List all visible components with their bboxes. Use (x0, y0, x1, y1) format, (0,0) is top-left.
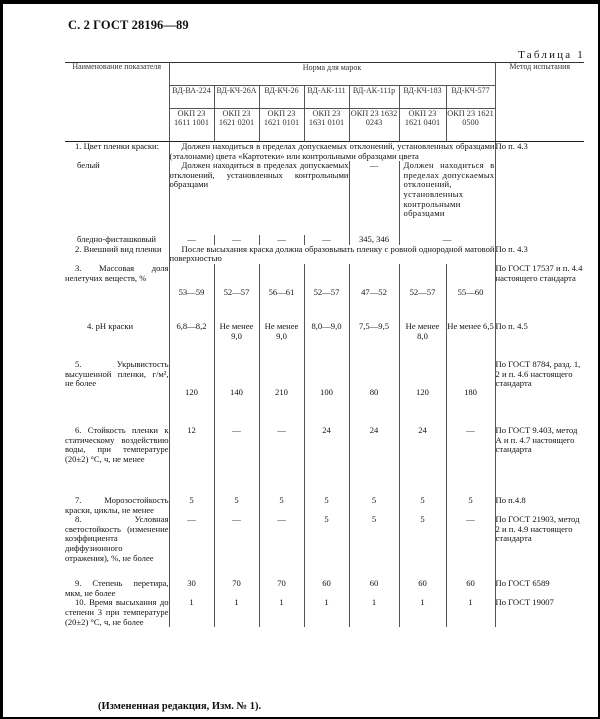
value-cell: 60 (304, 579, 349, 598)
value-cell: 5 (169, 496, 214, 515)
okp-code: ОКП 23 1621 0201 (214, 109, 259, 142)
row-label: 8. Условная светостойкость (изменение коэффициента диффузионного отражения), %, не более (65, 514, 169, 563)
header-norm: Норма для марок (169, 63, 495, 86)
value-cell: — (259, 515, 304, 579)
method-cell: По п. 4.5 (495, 322, 584, 360)
row-label: 10. Время высыхания до степени 3 при температуре (20±2) °С, ч, не более (65, 597, 169, 627)
value-cell: 55—60 (446, 264, 495, 322)
value-cell: 5 (304, 515, 349, 579)
row-label: 1. Цвет пленки краски: (75, 141, 160, 151)
value-cell: — (259, 235, 304, 245)
method-cell: По ГОСТ 9.403, метод А и п. 4.7 настоящего стандарта (495, 426, 584, 496)
document-page (3, 4, 598, 717)
merged-norm-text: Должен находиться в пределах допускаемых отклонений, установленных контрольными образцами (399, 161, 495, 235)
table-row (65, 142, 584, 162)
value-cell: 24 (304, 426, 349, 496)
brand-header: ВД-АК-111р (349, 86, 399, 109)
value-cell: 52—57 (214, 264, 259, 322)
brand-header: ВД-КЧ-26 (259, 86, 304, 109)
value-cell: 47—52 (349, 264, 399, 322)
table-row (65, 360, 584, 426)
method-cell: По п.4.8 (495, 496, 584, 515)
value-cell: 60 (446, 579, 495, 598)
value-cell: — (169, 515, 214, 579)
value-cell: 1 (304, 598, 349, 627)
value-cell: 70 (259, 579, 304, 598)
value-cell: 345, 346 (349, 235, 399, 245)
row-label: бледно-фисташковый (77, 234, 157, 245)
value-cell: 6,8—8,2 (169, 322, 214, 360)
value-cell: 60 (399, 579, 446, 598)
merged-norm-text: Должен находиться в пределах допускаемых отклонений, установленных образцами (эталонами) цвета «Картотеки» или контрольными образцами цвета (169, 141, 495, 161)
value-cell: 53—59 (169, 264, 214, 322)
value-cell: 1 (259, 598, 304, 627)
brand-header: ВД-АК-111 (304, 86, 349, 109)
value-cell: 5 (399, 496, 446, 515)
table-row (65, 496, 584, 515)
table-row (65, 579, 584, 598)
okp-code: ОКП 23 1621 0500 (446, 109, 495, 142)
table-row (65, 598, 584, 627)
value-cell: 7,5—9,5 (349, 322, 399, 360)
value-cell: 52—57 (399, 264, 446, 322)
row-label: 7. Морозостойкость краски, циклы, не менее (65, 494, 169, 515)
table-row (65, 245, 584, 264)
value-cell: 1 (349, 598, 399, 627)
value-cell: 1 (399, 598, 446, 627)
value-cell: 5 (349, 515, 399, 579)
value-cell: — (214, 235, 259, 245)
value-cell: 120 (399, 360, 446, 426)
page-header: С. 2 ГОСТ 28196—89 (68, 18, 189, 32)
table-caption: Таблица 1 (518, 49, 585, 61)
brand-header: ВД-ВА-224 (169, 86, 214, 109)
row-label: 4. pH краски (87, 320, 134, 331)
value-cell: 80 (349, 360, 399, 426)
value-cell: 24 (349, 426, 399, 496)
value-cell: Не менее 6,5 (446, 322, 495, 360)
value-cell: — (446, 515, 495, 579)
header-test-method: Метод испытания (495, 63, 584, 142)
value-cell: — (214, 515, 259, 579)
brand-header: ВД-КЧ-26А (214, 86, 259, 109)
value-cell: 30 (169, 579, 214, 598)
value-cell: — (446, 426, 495, 496)
value-cell: 1 (169, 598, 214, 627)
specification-table (65, 62, 584, 627)
value-cell: Не менее 9,0 (214, 322, 259, 360)
value-cell: 56—61 (259, 264, 304, 322)
value-cell: Не менее 9,0 (259, 322, 304, 360)
okp-code: ОКП 23 1621 0101 (259, 109, 304, 142)
brand-header: ВД-КЧ-183 (399, 86, 446, 109)
value-cell: 1 (446, 598, 495, 627)
value-cell: 180 (446, 360, 495, 426)
method-cell: По ГОСТ 21903, метод 2 и п. 4.9 настоящего стандарта (495, 515, 584, 579)
value-cell: 8,0—9,0 (304, 322, 349, 360)
table-row (65, 264, 584, 322)
value-cell: — (399, 235, 495, 245)
okp-code: ОКП 23 1632 0243 (349, 109, 399, 142)
amendment-note: (Измененная редакция, Изм. № 1). (98, 701, 262, 712)
value-cell: — (304, 235, 349, 245)
table-row (65, 515, 584, 579)
value-cell: 12 (169, 426, 214, 496)
method-cell: По ГОСТ 17537 и п. 4.4 настоящего стандарта (495, 264, 584, 322)
method-cell: По п. 4.3 (495, 245, 584, 264)
row-label: 9. Степень перетира, мкм, не более (65, 578, 169, 598)
value-cell: — (259, 426, 304, 496)
value-cell: — (349, 161, 399, 235)
value-cell: 120 (169, 360, 214, 426)
value-cell: 60 (349, 579, 399, 598)
row-label: 2. Внешний вид пленки (75, 243, 162, 254)
merged-norm-text: После высыхания краска должна образовывать пленку с ровной однородной матовой поверхностью (169, 243, 495, 264)
header-indicator-name: Наименование показателя (65, 63, 169, 142)
value-cell: 5 (349, 496, 399, 515)
value-cell: 210 (259, 360, 304, 426)
okp-code: ОКП 23 1621 0401 (399, 109, 446, 142)
merged-norm-text: Должен находиться в пределах допускаемых отклонений, установленных контрольными образцами (169, 161, 349, 235)
table-row (65, 426, 584, 496)
value-cell: 140 (214, 360, 259, 426)
value-cell: 1 (214, 598, 259, 627)
value-cell: 5 (446, 496, 495, 515)
value-cell: 5 (214, 496, 259, 515)
value-cell: Не менее 8,0 (399, 322, 446, 360)
brand-header: ВД-КЧ-577 (446, 86, 495, 109)
method-cell: По ГОСТ 19007 (495, 598, 584, 627)
value-cell: 100 (304, 360, 349, 426)
okp-code: ОКП 23 1611 1001 (169, 109, 214, 142)
value-cell: — (169, 235, 214, 245)
value-cell: 70 (214, 579, 259, 598)
method-cell: По п. 4.3 (495, 142, 584, 245)
value-cell: 52—57 (304, 264, 349, 322)
okp-code: ОКП 23 1631 0101 (304, 109, 349, 142)
row-label: 6. Стойкость пленки к статическому воздействию воды, при температуре (20±2) °С, ч, не менее (65, 424, 169, 464)
method-cell: По ГОСТ 6589 (495, 579, 584, 598)
value-cell: — (214, 426, 259, 496)
row-label: 5. Укрывистость высушенной пленки, г/м², не более (65, 358, 169, 389)
value-cell: 24 (399, 426, 446, 496)
value-cell: 5 (304, 496, 349, 515)
method-cell: По ГОСТ 8784, разд. 1, 2 и п. 4.6 настоящего стандарта (495, 360, 584, 426)
value-cell: 5 (259, 496, 304, 515)
value-cell: 5 (399, 515, 446, 579)
row-label: 3. Массовая доля нелетучих веществ, % (65, 262, 169, 283)
table-row (65, 322, 584, 360)
row-label: белый (77, 160, 100, 171)
